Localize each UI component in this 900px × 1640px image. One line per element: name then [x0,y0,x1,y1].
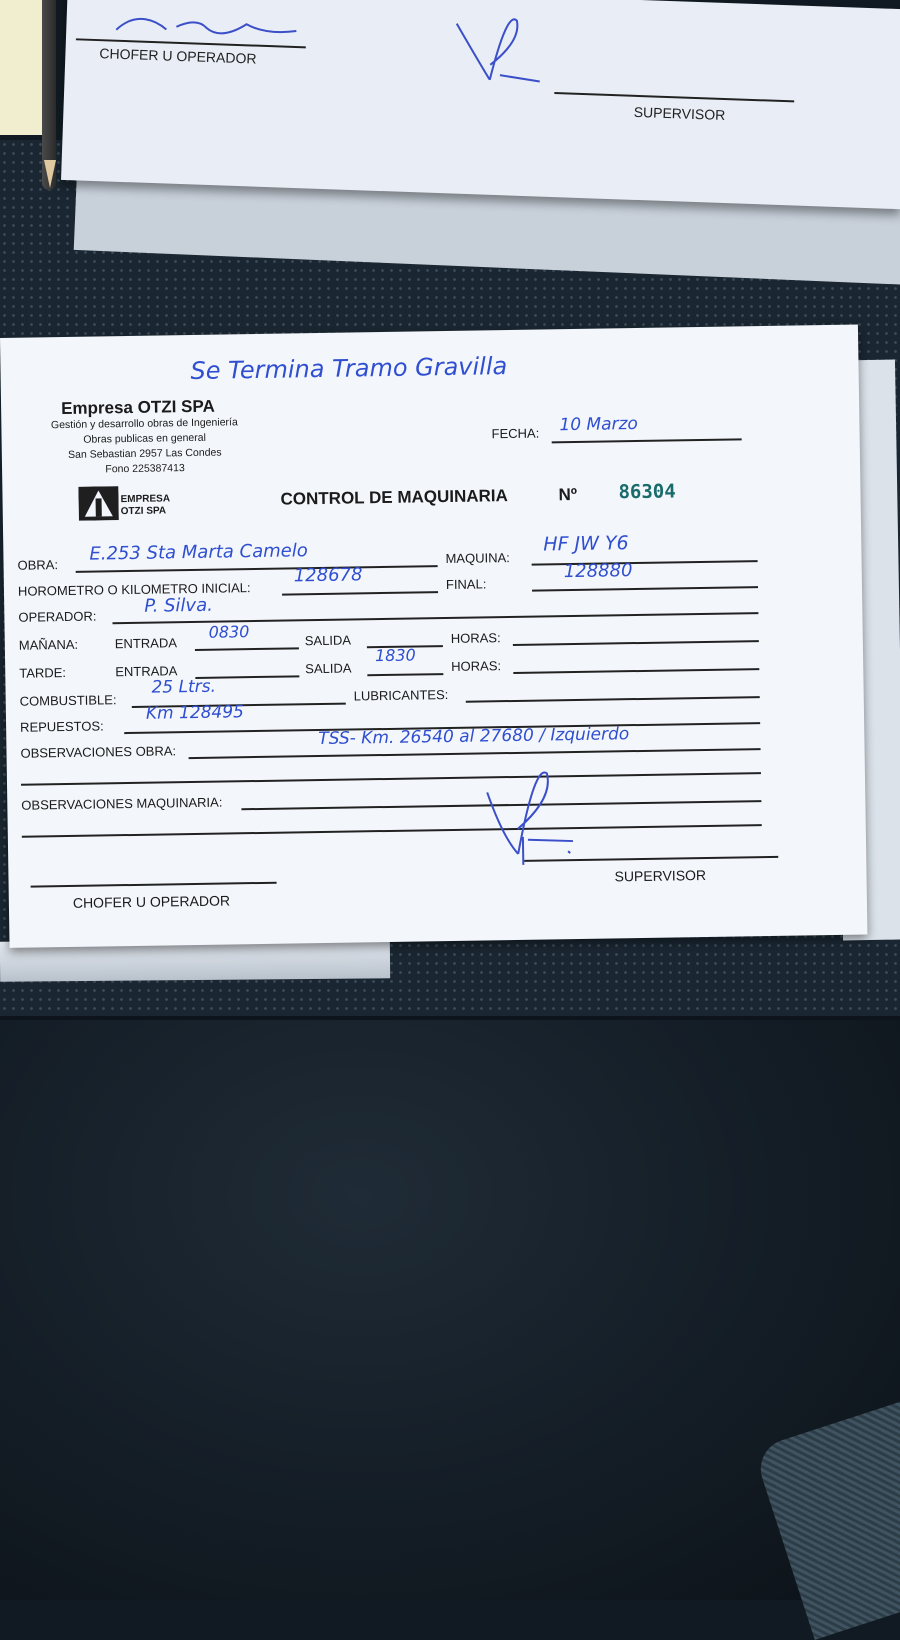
combustible-value: 25 Ltrs. [151,676,217,698]
fecha-label: FECHA: [491,425,540,442]
tarde-horas-label: HORAS: [451,658,502,674]
seat-cushion [0,1020,900,1600]
manana-horas-label: HORAS: [450,630,501,646]
company-name: Empresa OTZI SPA [60,396,215,419]
tarde-salida-label: SALIDA [305,660,352,677]
top-chofer-label: CHOFER U OPERADOR [99,45,257,67]
tarde-horas-line [513,668,759,673]
maquina-value: HF JW Y6 [543,532,629,556]
repuestos-value: Km 128495 [145,702,245,724]
tarde-salida-value: 1830 [374,645,416,666]
observaciones-maquinaria-line-2 [22,824,762,837]
manana-horas-line [513,640,759,645]
manana-salida-label: SALIDA [304,632,352,649]
tarde-salida-line [367,673,443,676]
obra-value: E.253 Sta Marta Camelo [89,540,308,565]
final-value: 128880 [563,560,633,583]
logo-text-2: OTZI SPA [120,505,167,518]
final-line [532,586,758,591]
obra-label: OBRA: [17,557,59,573]
manana-entrada-line [195,647,299,650]
top-supervisor-line [554,92,794,102]
observaciones-obra-line [189,748,761,758]
final-label: FINAL: [445,576,487,593]
horometro-line [282,591,438,595]
company-services: Obras publicas en general [83,431,206,446]
company-phone: Fono 225387413 [105,462,185,476]
observaciones-obra-label: OBSERVACIONES OBRA: [20,743,177,761]
manana-entrada-value: 0830 [208,622,250,642]
maquina-label: MAQUINA: [445,550,510,567]
fecha-line [552,438,742,442]
observaciones-obra-line-2 [21,772,761,785]
manana-label: MAÑANA: [18,636,79,653]
top-form-sheet [61,0,900,209]
lubricantes-label: LUBRICANTES: [353,687,449,704]
horometro-value: 128678 [293,564,363,587]
operador-label: OPERADOR: [18,608,97,625]
pencil-tip [44,160,56,188]
lubricantes-line [466,696,760,702]
fecha-value: 10 Marzo [559,413,639,436]
obra-line [76,565,438,572]
handwritten-header: Se Termina Tramo Gravilla [190,352,508,386]
logo-text-1: EMPRESA [120,493,171,506]
combustible-label: COMBUSTIBLE: [19,692,117,709]
number-label: Nº [558,484,578,505]
tarde-entrada-label: ENTRADA [115,663,178,680]
manana-entrada-label: ENTRADA [114,635,178,652]
control-maquinaria-form [0,325,867,948]
top-signature-supervisor [444,3,557,97]
company-logo-icon [78,486,119,521]
repuestos-label: REPUESTOS: [19,718,104,735]
form-title: CONTROL DE MAQUINARIA [280,486,508,509]
supervisor-signature [477,761,589,873]
operador-value: P. Silva. [144,594,214,617]
form-number: 86304 [618,480,676,504]
horometro-label: HOROMETRO O KILOMETRO INICIAL: [17,580,251,599]
tarde-label: TARDE: [19,665,67,681]
observaciones-obra-value: TSS- Km. 26540 al 27680 / Izquierdo [318,724,630,750]
observaciones-maquinaria-label: OBSERVACIONES MAQUINARIA: [21,794,223,813]
chofer-label: CHOFER U OPERADOR [72,892,231,911]
company-tagline: Gestión y desarrollo obras de Ingeniería [50,416,238,432]
top-supervisor-label: SUPERVISOR [633,103,726,124]
chofer-line [31,882,277,887]
supervisor-label: SUPERVISOR [614,866,707,885]
company-address: San Sebastian 2957 Las Condes [67,446,222,461]
